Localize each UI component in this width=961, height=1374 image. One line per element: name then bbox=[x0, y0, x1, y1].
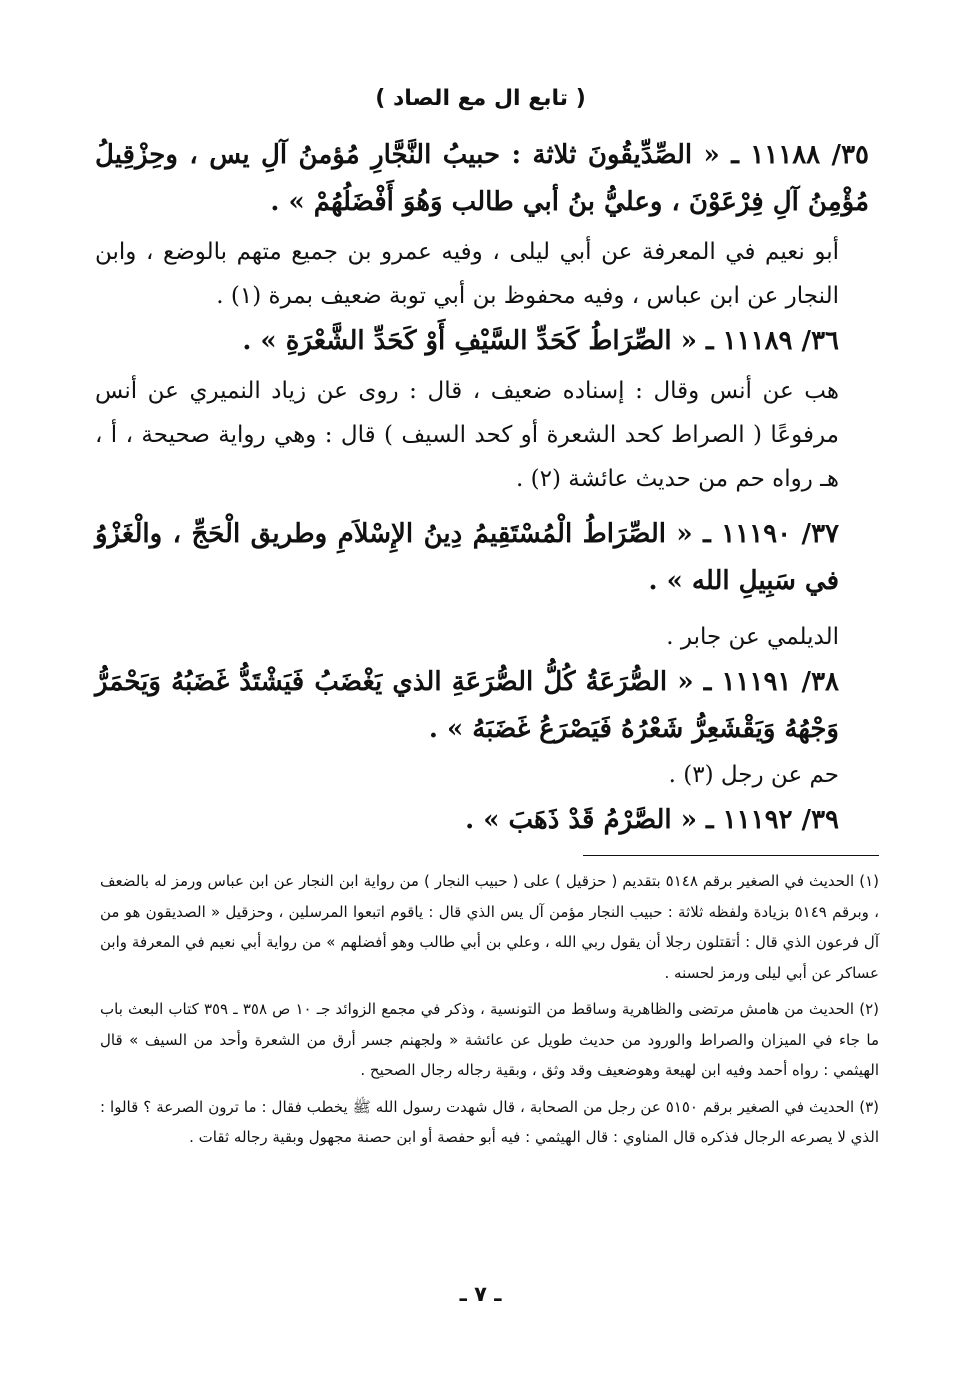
hadith-35: ٣٥/ ١١١٨٨ ـ « الصِّدِّيقُونَ ثلاثة : حبيبُ النَّجَّارِ مُؤمنُ آلِ يس ، وحِزْقِيلُ مُؤْمِنُ آلِ فِرْعَوْنَ ، وعليُّ بنُ أبي طالب وَهُوَ أَفْضَلُهُمْ » . bbox=[95, 140, 869, 217]
main-text bbox=[95, 132, 869, 844]
footnote-1: (١) الحديث في الصغير برقم ٥١٤٨ بتقديم ( حزقيل ) على ( حبيب النجار ) من رواية ابن النجار عن ابن عباس ورمز له بالضعف ، وبرقم ٥١٤٩ بزيادة ولفظه ثلاثة : حبيب النجار مؤمن آل يس الذي قال : ياقوم اتبعوا المرسلين ، وحزقيل « الصديقون هو من آل فرعون الذي قال : أتقتلون رجلا أن يقول ربي الله ، وعلي بن أبي طالب وهو أفضلهم » من رواية أبي نعيم في المعرفة وابن عساكر عن أبي ليلى ورمز لحسنه . bbox=[100, 872, 879, 982]
hadith-39: ٣٩/ ١١١٩٢ ـ « الصَّرْمُ قَدْ ذَهَبَ » . bbox=[465, 805, 839, 835]
footnote-2: (٢) الحديث من هامش مرتضى والظاهرية وساقط من التونسية ، وذكر في مجمع الزوائد جـ ١٠ ص ٣٥٨ ـ ٣٥٩ كتاب البعث باب ما جاء في الميزان والصراط والورود من حديث طويل عن عائشة « ولجهنم جسر أرق من الشعرة وأحد من السيف » قال الهيثمي : رواه أحمد وفيه ابن لهيعة وهوضعيف وقد وثق ، وبقية رجاله رجال الصحيح . bbox=[100, 1000, 880, 1079]
hadith-36: ٣٦/ ١١١٨٩ ـ « الصِّرَاطُ كَحَدِّ السَّيْفِ أَوْ كَحَدِّ الشَّعْرَةِ » . bbox=[242, 326, 839, 356]
hadith-38: ٣٨/ ١١١٩١ ـ « الصُّرَعَةُ كُلُّ الصُّرَعَةِ الذي يَغْضَبُ فَيَشْتَدُّ غَضَبُهُ وَيَحْمَرُّ وَجْهُهُ وَيَقْشَعِرُّ شَعْرُهُ فَيَصْرَعُ غَضَبَهُ » . bbox=[95, 667, 839, 744]
hadith-37: ٣٧/ ١١١٩٠ ـ « الصِّرَاطُ الْمُسْتَقِيمُ دِينُ الإِسْلاَمِ وطريق الْحَجِّ ، والْغَزْوُ في سَبِيلِ الله » . bbox=[95, 519, 839, 596]
source-35: أبو نعيم في المعرفة عن أبي ليلى ، وفيه عمرو بن جميع متهم بالوضع ، وابن النجار عن ابن عباس ، وفيه محفوظ بن أبي توبة ضعيف بمرة (١) . bbox=[95, 239, 839, 309]
source-38: حم عن رجل (٣) . bbox=[668, 762, 839, 788]
source-37: الديلمي عن جابر . bbox=[666, 624, 839, 650]
footnotes bbox=[100, 866, 879, 1159]
section-header: ( تابع ال مع الصاد ) bbox=[375, 86, 586, 111]
page-number: ـ ٧ ـ bbox=[459, 1282, 502, 1306]
footnote-3: (٣) الحديث في الصغير برقم ٥١٥٠ عن رجل من الصحابة ، قال شهدت رسول الله ﷺ يخطب فقال : ما ترون الصرعة ؟ قالوا : الذي لا يصرعه الرجال فذكره قال المناوي : قال الهيثمي : فيه أبو حفصة أو ابن حصنة مجهول وبقية رجاله ثقات . bbox=[100, 1097, 879, 1146]
source-36: هب عن أنس وقال : إسناده ضعيف ، قال : روى عن زياد النميري عن أنس مرفوعًا ( الصراط كحد الشعرة أو كحد السيف ) قال : وهي رواية صحيحة ، أ ، هـ رواه حم من حديث عائشة (٢) . bbox=[95, 378, 839, 492]
footnote-separator bbox=[583, 855, 879, 856]
